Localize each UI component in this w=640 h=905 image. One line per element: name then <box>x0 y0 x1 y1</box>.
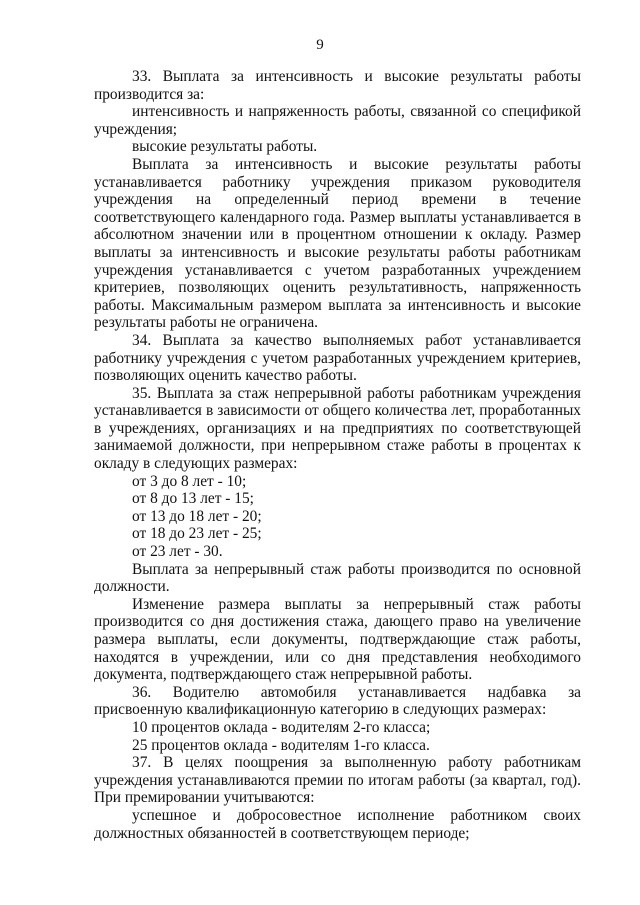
clause-33-item-results: высокие результаты работы. <box>132 138 318 156</box>
clause-35-change-rule: Изменение размера выплаты за непрерывный стаж работы производится со дня достижения стажа, дающего право на увеличение размера выплаты, если документы, подтверждающие стаж работы, находятся в учреждении, или со дня представления необходимого документа, подтверждающего стаж непрерывной работы. <box>94 595 581 684</box>
clause-35-main-position: Выплата за непрерывный стаж работы производится по основной должности. <box>94 560 581 596</box>
page-number: 9 <box>316 37 324 53</box>
seniority-rate-item: от 13 до 18 лет - 20; <box>132 507 262 525</box>
document-body <box>94 68 581 842</box>
driver-class-rate: 10 процентов оклада - водителям 2-го класса; <box>132 718 431 736</box>
clause-33-details: Выплата за интенсивность и высокие результаты работы устанавливается работнику учреждения приказом руководителя учреждения на определенный период времени в течение соответствующего календарного года. Размер выплаты устанавливается в абсолютном значении или в процентном отношении к окладу. Размер выплаты за интенсивность и высокие результаты работы работникам учреждения устанавливается с учетом разработанных учреждением критериев, позволяющих оценить результативность, напряженность работы. Максимальным размером выплата за интенсивность и высокие результаты работы не ограничена. <box>94 155 581 332</box>
driver-class-rate: 25 процентов оклада - водителям 1-го класса. <box>132 736 430 754</box>
seniority-rate-item: от 18 до 23 лет - 25; <box>132 525 262 543</box>
clause-34: 34. Выплата за качество выполняемых работ устанавливается работнику учреждения с учетом разработанных учреждением критериев, позволяющих оценить качество работы. <box>94 331 581 385</box>
clause-33-intro: 33. Выплата за интенсивность и высокие результаты работы производится за: <box>94 68 581 103</box>
clause-37-intro: 37. В целях поощрения за выполненную работу работникам учреждения устанавливаются премии по итогам работы (за квартал, год). При премировании учитываются: <box>94 754 581 807</box>
clause-37-item-duties: успешное и добросовестное исполнение работником своих должностных обязанностей в соответствующем периоде; <box>94 806 581 842</box>
clause-33-item-intensity: интенсивность и напряженность работы, связанной со спецификой учреждения; <box>94 103 581 138</box>
clause-35-intro: 35. Выплата за стаж непрерывной работы работникам учреждения устанавливается в зависимости от общего количества лет, проработанных в учреждениях, организациях и на предприятиях по соответствующей занимаемой должности, при непрерывном стаже работы в процентах к окладу в следующих размерах: <box>94 384 581 473</box>
clause-36-intro: 36. Водителю автомобиля устанавливается надбавка за присвоенную квалификационную категорию в следующих размерах: <box>94 683 581 719</box>
seniority-rate-item: от 3 до 8 лет - 10; <box>132 472 247 490</box>
seniority-rate-item: от 8 до 13 лет - 15; <box>132 490 254 508</box>
seniority-rate-item: от 23 лет - 30. <box>132 543 223 561</box>
